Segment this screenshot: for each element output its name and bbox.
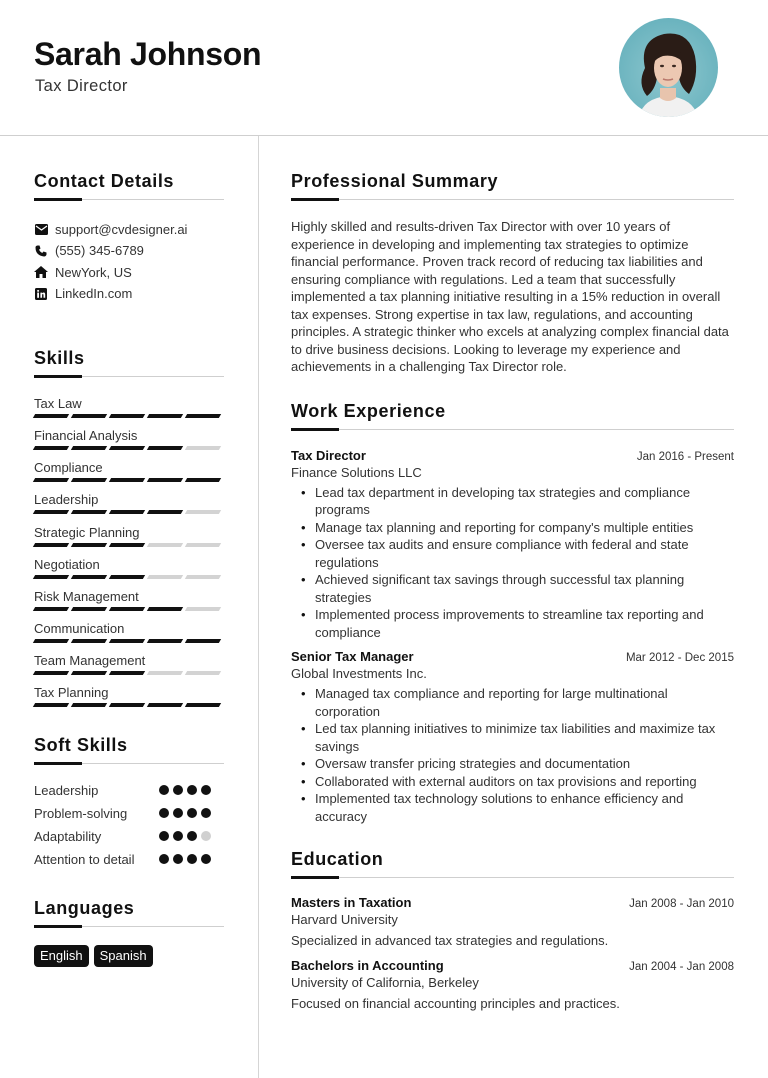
rating-dot [187,808,197,818]
rating-segment [71,446,107,450]
skills-section [34,348,224,717]
section-rule [291,199,734,200]
skill-name: Tax Law [34,396,82,412]
rating-dot [173,831,183,841]
skill-rating-bar [34,607,224,611]
rating-segment [147,575,183,579]
education-date: Jan 2008 - Jan 2010 [629,898,734,910]
job-bullet: • Led tax planning initiatives to minimize tax liabilities and maximize tax savings [299,720,734,755]
contact-section [34,171,224,304]
right-column [291,136,734,1011]
soft-skill-name: Problem-solving [34,806,128,822]
education-description: Focused on financial accounting principles and practices. [291,996,620,1011]
rating-segment [109,446,145,450]
section-rule [291,877,734,878]
rating-segment [147,607,183,611]
rating-dot [201,808,211,818]
education-section [291,849,734,1011]
skill-rating-bar [34,703,224,707]
resume-header [0,0,768,136]
contact-linkedin[interactable] [34,283,224,304]
language-tag: English [34,945,89,967]
rating-segment [71,543,107,547]
job-date: Mar 2012 - Dec 2015 [625,652,734,664]
contact-email[interactable] [34,219,224,240]
rating-dot [159,808,169,818]
rating-segment [185,575,221,579]
rating-segment [109,510,145,514]
rating-segment [109,639,145,643]
rating-segment [109,607,145,611]
linkedin-icon [34,287,48,301]
candidate-title: Tax Director [35,77,128,95]
languages-heading: Languages [34,898,135,919]
job-bullet: • Oversaw transfer pricing strategies and documentation [299,755,734,773]
rating-segment [185,703,221,707]
rating-segment [71,575,107,579]
rating-segment [71,671,107,675]
skill-item [34,653,224,685]
rating-segment [109,575,145,579]
job-title: Senior Tax Manager [291,649,414,664]
soft-skills-list [34,783,224,868]
skill-name: Tax Planning [34,685,109,701]
skill-name: Leadership [34,492,99,508]
rating-segment [147,446,183,450]
job-bullet: • Implemented process improvements to streamline tax reporting and compliance [299,606,734,641]
job-entry [291,649,734,825]
candidate-name: Sarah Johnson [34,36,262,72]
education-entry [291,958,734,1011]
section-rule [34,926,224,927]
skill-item [34,589,224,621]
skill-rating-bar [34,478,224,482]
language-tag: Spanish [94,945,153,967]
education-entry [291,895,734,948]
rating-segment [33,446,69,450]
rating-dot [187,785,197,795]
rating-segment [109,703,145,707]
skill-item [34,525,224,557]
rating-segment [33,607,69,611]
skill-name: Team Management [34,652,146,668]
summary-heading: Professional Summary [291,171,499,191]
rating-segment [185,478,221,482]
job-bullet: • Managed tax compliance and reporting for large multinational corporation [299,685,734,720]
rating-segment [71,639,107,643]
skill-name: Negotiation [34,556,100,572]
job-bullet: • Implemented tax technology solutions to enhance efficiency and accuracy [299,790,734,825]
rating-segment [147,639,183,643]
skills-heading: Skills [34,348,85,369]
education-date: Jan 2004 - Jan 2008 [629,961,734,973]
job-bullet: • Achieved significant tax savings through successful tax planning strategies [299,571,734,606]
rating-segment [109,478,145,482]
skill-item [34,557,224,589]
contact-phone[interactable] [34,240,224,261]
column-divider [258,136,259,1078]
soft-skills-heading: Soft Skills [34,735,128,756]
rating-segment [185,607,221,611]
school-name: University of California, Berkeley [291,975,479,990]
skill-rating-bar [34,671,224,675]
job-bullet: • Lead tax department in developing tax strategies and compliance programs [299,484,734,519]
education-description: Specialized in advanced tax strategies and regulations. [291,933,609,948]
rating-dot [159,831,169,841]
soft-skill-item [34,783,224,799]
skill-item [34,428,224,460]
contact-heading: Contact Details [34,171,175,191]
rating-segment [109,414,145,418]
education-heading: Education [291,849,384,869]
rating-dot [159,785,169,795]
contact-location-text: NewYork, US [55,264,132,280]
section-rule [291,429,734,430]
rating-segment [185,510,221,514]
envelope-icon [34,223,48,237]
rating-segment [33,575,69,579]
soft-skills-section [34,735,224,868]
soft-skill-rating-dots [159,852,211,868]
job-title: Tax Director [291,447,366,463]
skill-name: Financial Analysis [34,428,138,444]
skill-rating-bar [34,414,224,418]
skill-item [34,460,224,492]
rating-segment [185,414,221,418]
rating-segment [71,478,107,482]
soft-skill-item [34,829,224,845]
rating-dot [201,854,211,864]
phone-icon [34,244,48,258]
contact-email-text: support@cvdesigner.ai [55,222,188,238]
soft-skill-name: Attention to detail [34,852,135,868]
contact-location [34,262,224,283]
rating-segment [71,510,107,514]
experience-section [291,401,734,826]
rating-segment [109,671,145,675]
rating-segment [33,703,69,707]
skill-item [34,685,224,717]
rating-segment [147,510,183,514]
soft-skill-name: Adaptability [34,829,102,845]
rating-dot [187,831,197,841]
soft-skill-name: Leadership [34,783,99,799]
contact-linkedin-text: LinkedIn.com [55,286,133,302]
soft-skill-item [34,852,224,868]
soft-skill-rating-dots [159,806,211,822]
summary-text: Highly skilled and results-driven Tax Director with over 10 years of experience in developing and implementing tax strategies to optimize financial performance. Proven track record of reducing tax liabilities and ensuring compliance with regulations. Led a team that successfully implemented a tax planning initiative resulting in a 15% reduction in overall tax expenses. Strong expertise in tax law, regulations, and accounting principles. A strategic thinker who excels at analyzing complex financial data to drive business decisions. Looking to leverage my experience and achievements in a challenging Tax Director role. [291,219,729,374]
rating-dot [201,785,211,795]
skill-item [34,396,224,428]
rating-segment [109,543,145,547]
skills-list [34,396,224,717]
languages-section [34,898,224,967]
job-bullet: • Manage tax planning and reporting for company's multiple entities [299,519,734,537]
skill-item [34,621,224,653]
rating-segment [185,671,221,675]
job-date: Jan 2016 - Present [636,450,734,463]
section-rule [34,763,224,764]
skill-rating-bar [34,575,224,579]
soft-skill-item [34,806,224,822]
skill-name: Communication [34,620,125,636]
rating-dot [173,785,183,795]
rating-segment [33,414,69,418]
rating-segment [185,639,221,643]
rating-segment [185,446,221,450]
job-company: Global Investments Inc. [291,666,427,681]
rating-dot [187,854,197,864]
rating-dot [201,831,211,841]
rating-segment [147,703,183,707]
rating-segment [71,607,107,611]
rating-segment [71,703,107,707]
section-rule [34,376,224,377]
skill-rating-bar [34,639,224,643]
degree-title: Bachelors in Accounting [291,958,444,973]
rating-dot [159,854,169,864]
rating-segment [33,671,69,675]
rating-segment [33,543,69,547]
skill-name: Risk Management [34,588,139,604]
skill-rating-bar [34,543,224,547]
rating-segment [147,543,183,547]
rating-segment [147,478,183,482]
skill-rating-bar [34,446,224,450]
soft-skill-rating-dots [159,783,211,799]
left-column [34,136,224,967]
job-bullet: • Oversee tax audits and ensure compliance with federal and state regulations [299,536,734,571]
home-icon [34,265,48,279]
skill-rating-bar [34,510,224,514]
job-bullet: • Collaborated with external auditors on tax provisions and reporting [299,773,734,791]
skill-name: Strategic Planning [34,524,140,540]
rating-segment [33,478,69,482]
rating-segment [147,414,183,418]
school-name: Harvard University [291,912,398,927]
summary-section [291,171,734,376]
contact-phone-text: (555) 345-6789 [55,243,144,259]
profile-photo [619,18,718,117]
rating-dot [173,808,183,818]
degree-title: Masters in Taxation [291,895,412,910]
job-entry [291,448,734,642]
skill-name: Compliance [34,460,103,476]
section-rule [34,199,224,200]
rating-dot [173,854,183,864]
skill-item [34,492,224,524]
soft-skill-rating-dots [159,829,211,845]
rating-segment [185,543,221,547]
experience-heading: Work Experience [291,400,446,421]
rating-segment [33,510,69,514]
rating-segment [33,639,69,643]
rating-segment [147,671,183,675]
job-company: Finance Solutions LLC [291,464,422,480]
rating-segment [71,414,107,418]
